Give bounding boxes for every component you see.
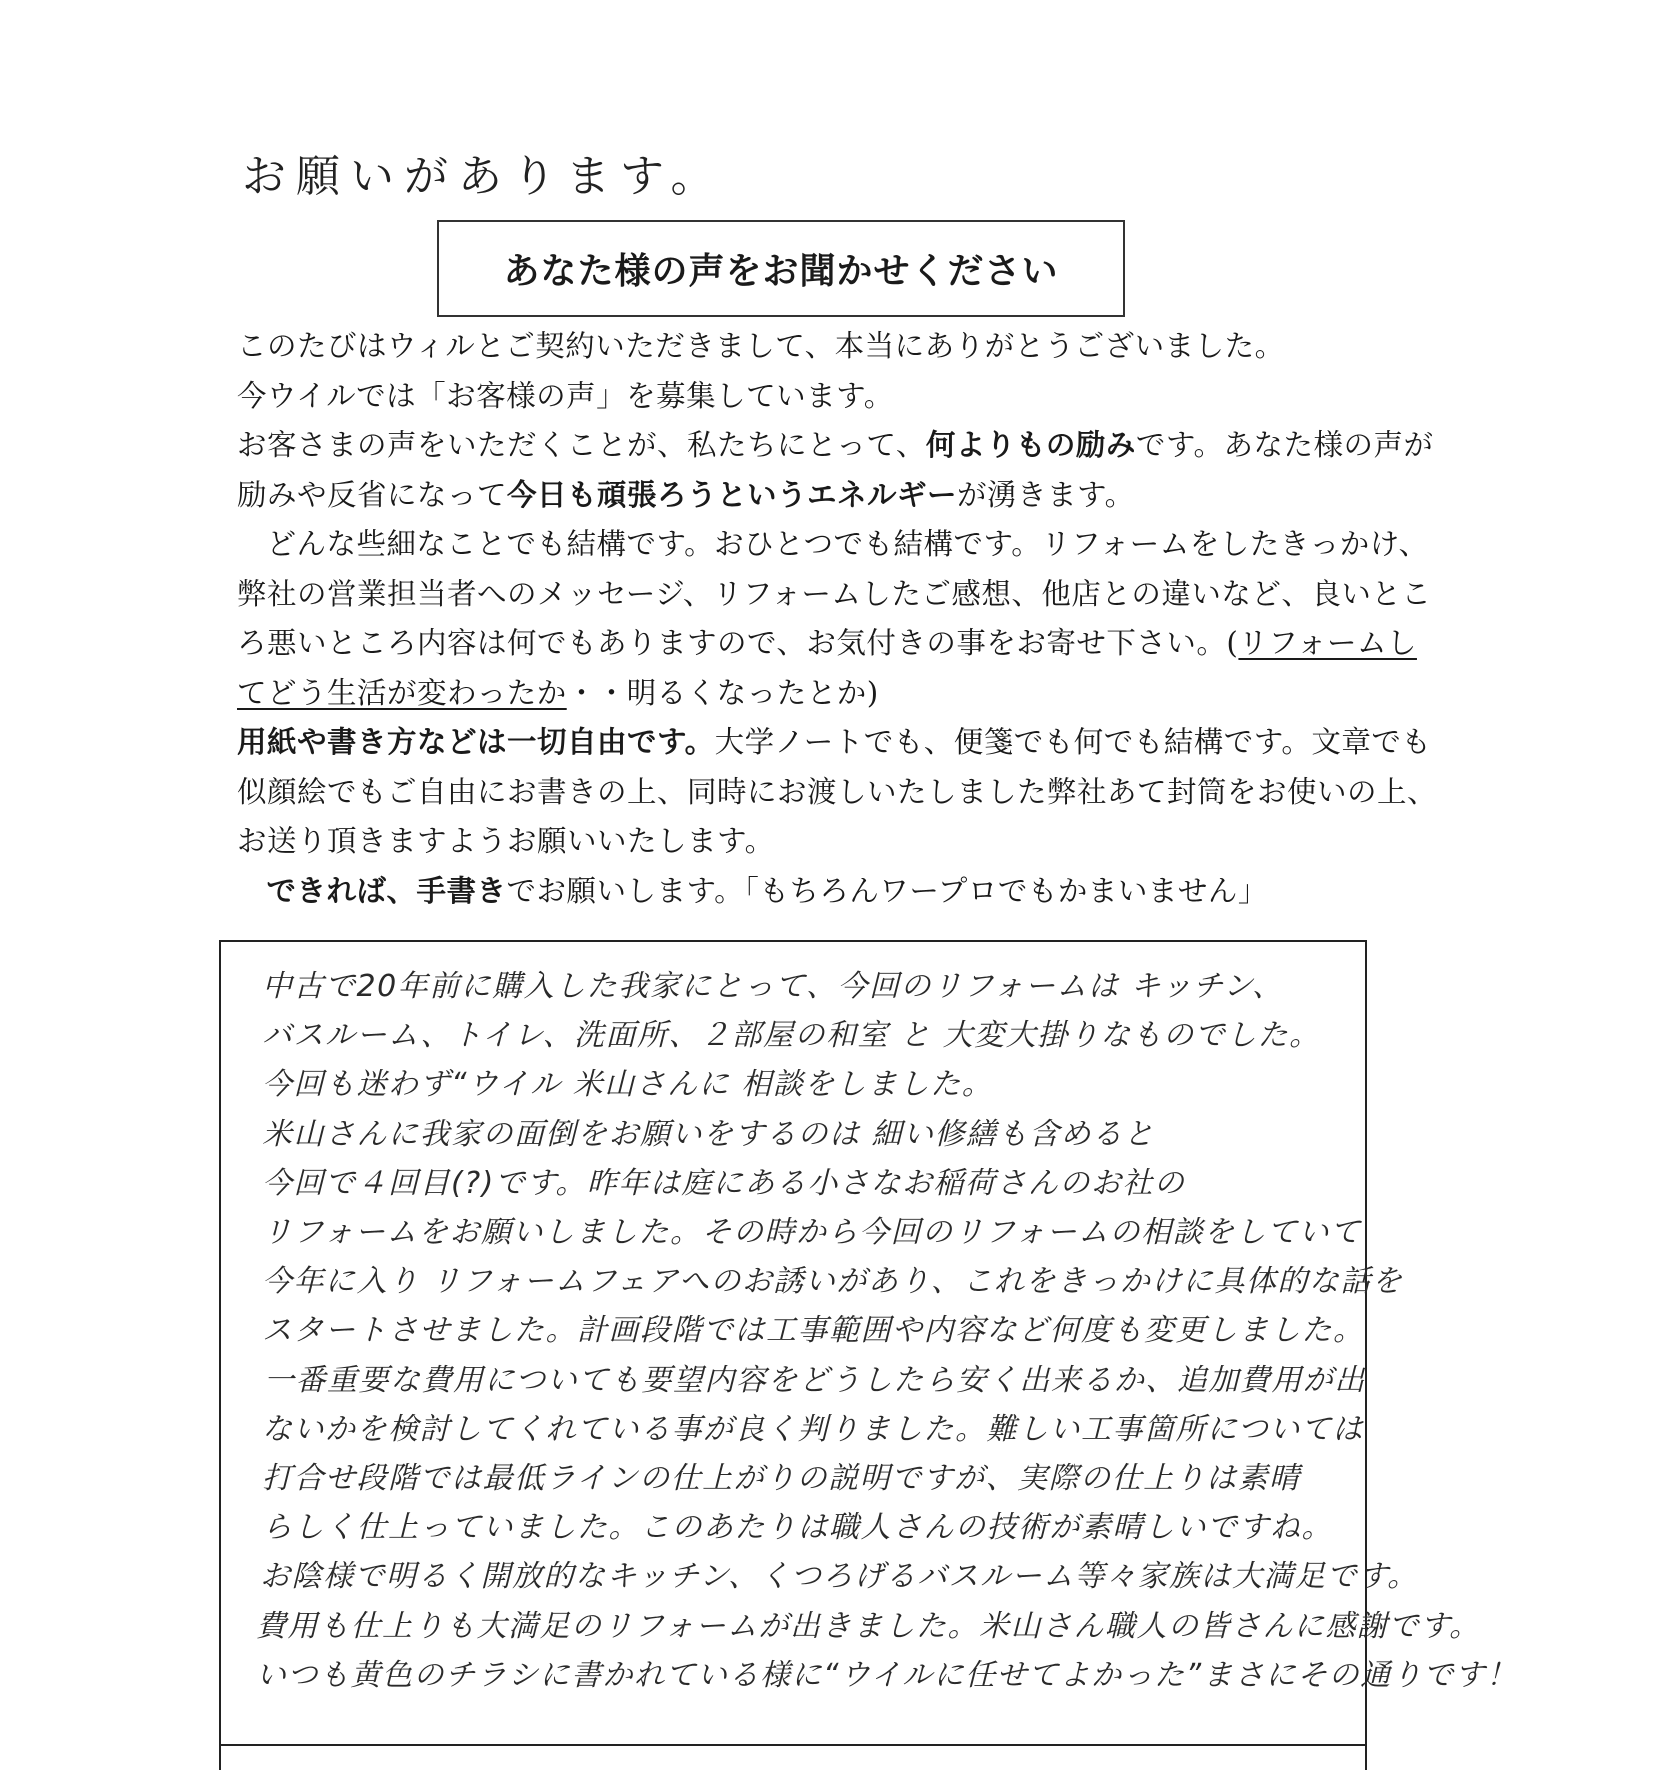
letter-line: らしく仕上っていました。このあたりは職人さんの技術が素晴しいですね。 xyxy=(262,1510,1333,1546)
page-heading: お願いがあります。 xyxy=(242,151,725,202)
intro-p4-text-a: どんな些細なことでも結構です。おひとつでも結構です。リフォームをしたきっかけ、弊社の営業担当者へのメッセージ、リフォームしたご感想、他店との違いなど、良いところ悪いところ内容は何でもありますので、お気付きの事をお寄せ下さい。( xyxy=(237,527,1432,660)
letter-line: 打合せ段階では最低ラインの仕上がりの説明ですが、実際の仕上りは素晴 xyxy=(262,1461,1301,1497)
intro-p3-bold-1: 何よりもの励み xyxy=(925,428,1136,462)
letter-line: 中古で20年前に購入した我家にとって、今回のリフォームは キッチン、 xyxy=(262,969,1284,1004)
intro-p4-underlined: リフォームしてどう生活が変わったか xyxy=(237,626,1417,710)
letter-line: スタートさせました。計画段階では工事範囲や内容など何度も変更しました。 xyxy=(262,1313,1365,1349)
intro-paragraph-5 xyxy=(237,718,1437,867)
intro-p3-text-a: お客さまの声をいただくことが、私たちにとって、 xyxy=(237,428,926,462)
intro-paragraph-4 xyxy=(237,520,1437,718)
letter-line: 今年に入り リフォームフェアへのお誘いがあり、これをきっかけに具体的な話を xyxy=(262,1264,1404,1300)
intro-p5-bold: 用紙や書き方などは一切自由です。 xyxy=(237,725,715,759)
letter-line: リフォームをお願いしました。その時から今回のリフォームの相談をしていて xyxy=(262,1215,1362,1251)
intro-p6-text: でお願いします。「もちろんワープロでもかまいません」 xyxy=(506,873,1268,908)
intro-text xyxy=(237,322,1437,916)
intro-line-1: このたびはウィルとご契約いただきまして、本当にありがとうございました。 xyxy=(237,329,1285,363)
intro-p3-text-b: です。あなた様の声が励みや反省になって xyxy=(237,428,1434,512)
letter-line: お陰様で明るく開放的なキッチン、くつろげるバスルーム等々家族は大満足です。 xyxy=(260,1559,1419,1595)
letter-line: 一番重要な費用についても要望内容をどうしたら安く出来るか、追加費用が出 xyxy=(264,1362,1366,1398)
handwritten-letter xyxy=(256,962,1518,1700)
intro-paragraph-3 xyxy=(237,421,1437,520)
intro-p3-bold-2: 今日も頑張ろうというエネルギー xyxy=(507,477,958,512)
intro-p6-bold: できれば、手書き xyxy=(266,873,507,908)
letter-line: ないかを検討してくれている事が良く判りました。難しい工事箇所については xyxy=(262,1411,1364,1447)
intro-line-2: 今ウイルでは「お客様の声」を募集しています。 xyxy=(237,378,894,413)
letter-line: 米山さんに我家の面倒をお願いをするのは 細い修繕も含めると xyxy=(262,1116,1156,1152)
letter-line: バスルーム、トイレ、洗面所、２部屋の和室 と 大変大掛りなものでした。 xyxy=(262,1018,1321,1054)
letter-line: 費用も仕上りも大満足のリフォームが出きました。米山さん職人の皆さんに感謝です。 xyxy=(256,1608,1481,1644)
intro-p3-text-c: が湧きます。 xyxy=(957,477,1135,512)
title-box xyxy=(437,220,1125,317)
intro-paragraph-6 xyxy=(237,867,1437,917)
intro-p4-text-b: ・・明るくなったとか) xyxy=(566,675,879,710)
title-text: あなた様の声をお聞かせください xyxy=(503,251,1059,292)
letter-line: 今回で４回目(?)です。昨年は庭にある小さなお稲荷さんのお社の xyxy=(262,1165,1186,1201)
letter-box-bottom-rule xyxy=(219,1744,1367,1746)
letter-line: いつも黄色のチラシに書かれている様に“ウイルに任せてよかった”まさにその通りです！ xyxy=(256,1657,1518,1693)
intro-p5-text: 大学ノートでも、便箋でも何でも結構です。文章でも似顔絵でもご自由にお書きの上、同時にお渡しいたしました弊社あて封筒をお使いの上、お送り頂きますようお願いいたします。 xyxy=(237,725,1438,858)
letter-line: 今回も迷わず“ウイル 米山さんに 相談をしました。 xyxy=(262,1067,994,1103)
